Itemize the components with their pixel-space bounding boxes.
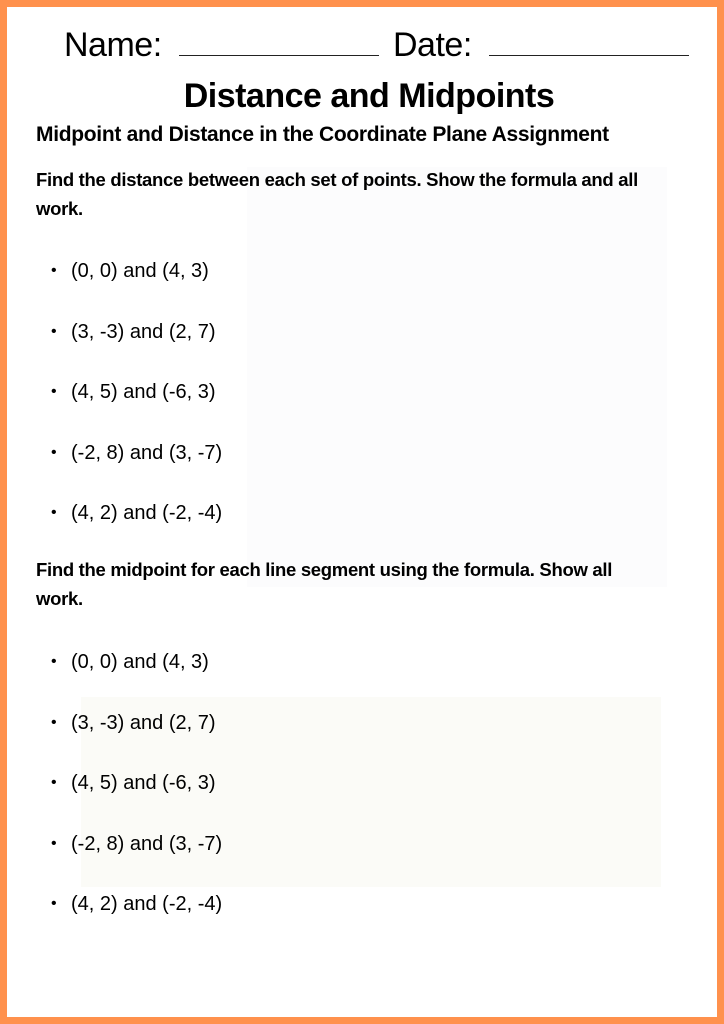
problem-text: (0, 0) and (4, 3) — [71, 260, 209, 282]
problem-text: (4, 5) and (-6, 3) — [71, 772, 216, 794]
name-label: Name: — [64, 26, 162, 64]
bullet-icon: • — [51, 262, 57, 279]
list-item — [51, 890, 222, 951]
list-item — [51, 648, 222, 709]
list-item — [51, 830, 222, 891]
date-label: Date: — [393, 26, 472, 64]
problem-text: (-2, 8) and (3, -7) — [71, 441, 223, 464]
bullet-icon: • — [51, 504, 57, 521]
problem-text: (4, 2) and (-2, -4) — [71, 502, 223, 524]
distance-problem-list — [51, 257, 222, 560]
bullet-icon: • — [51, 383, 57, 400]
bullet-icon: • — [51, 834, 57, 852]
list-item — [51, 769, 222, 830]
name-blank-line[interactable] — [179, 55, 379, 56]
midpoint-instructions: Find the midpoint for each line segment using the formula. Show all work. — [36, 559, 613, 609]
bullet-icon: • — [51, 774, 57, 791]
problem-text: (0, 0) and (4, 3) — [71, 651, 209, 673]
list-item — [51, 257, 222, 318]
problem-text: (3, -3) and (2, 7) — [71, 320, 216, 343]
problem-text: (3, -3) and (2, 7) — [71, 711, 216, 734]
list-item — [51, 318, 222, 379]
background-watermark — [247, 167, 667, 587]
bullet-icon: • — [51, 713, 57, 731]
midpoint-problem-list — [51, 648, 222, 951]
problem-text: (4, 2) and (-2, -4) — [71, 893, 223, 915]
problem-text: (-2, 8) and (3, -7) — [71, 832, 223, 855]
distance-instructions: Find the distance between each set of points. Show the formula and all work. — [36, 169, 638, 219]
list-item — [51, 709, 222, 770]
bullet-icon: • — [51, 653, 57, 670]
name-date-header — [7, 22, 724, 68]
list-item — [51, 439, 222, 500]
bullet-icon: • — [51, 895, 57, 912]
list-item — [51, 378, 222, 439]
page-title: Distance and Midpoints — [183, 77, 555, 115]
bullet-icon: • — [51, 322, 57, 340]
date-blank-line[interactable] — [489, 55, 689, 56]
page-subtitle: Midpoint and Distance in the Coordinate Plane Assignment — [36, 123, 609, 146]
problem-text: (4, 5) and (-6, 3) — [71, 381, 216, 403]
bullet-icon: • — [51, 443, 57, 461]
list-item — [51, 499, 222, 560]
